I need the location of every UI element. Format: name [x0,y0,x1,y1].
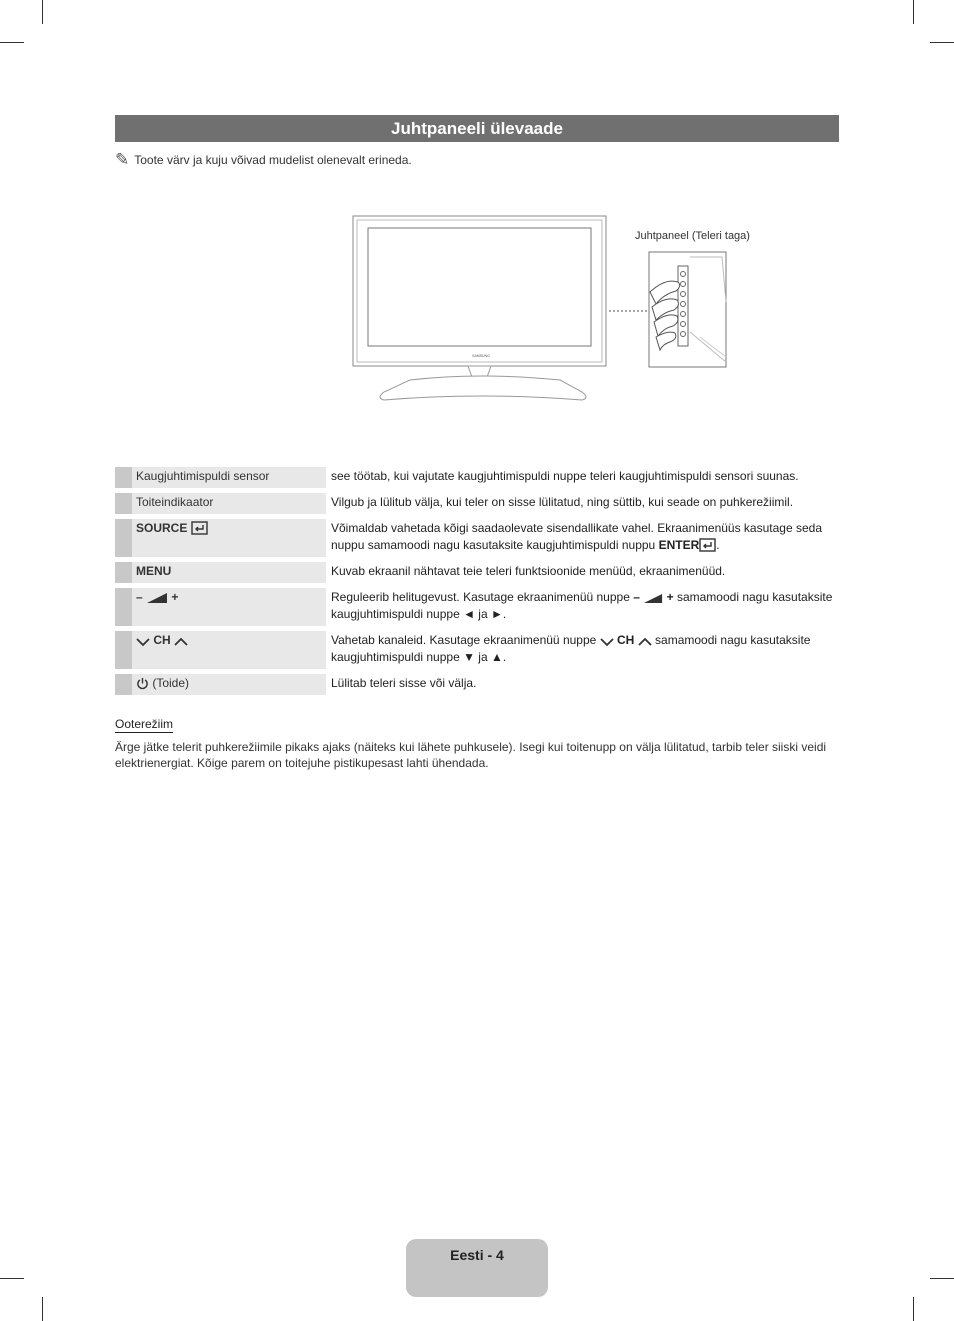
table-row [115,631,839,669]
volume-minus: – [136,590,143,604]
row-marker [115,467,132,488]
row-desc [326,519,839,557]
table-row [115,588,839,626]
power-label: (Toide) [152,676,190,690]
row-name: Toiteindikaator [132,493,326,514]
row-desc-a: Vahetab kanaleid. Kasutage ekraanimenüü nuppe [331,633,597,647]
crop-mark [0,1278,24,1279]
row-marker [115,493,132,514]
table-row [115,674,839,695]
source-enter-icon [191,521,208,535]
page-number-tab: Eesti - 4 [406,1239,548,1297]
row-name [132,674,326,695]
crop-mark [42,0,43,24]
volume-plus: + [171,590,179,604]
enter-key-label: ENTER [658,538,700,552]
channel-label: CH [153,633,171,647]
row-marker [115,674,132,695]
row-name [132,519,326,557]
row-marker [115,519,132,557]
enter-icon [699,538,716,552]
chevron-down-icon [136,637,150,647]
pencil-icon: ✎ [115,150,130,169]
table-row [115,467,839,488]
panel-caption: Juhtpaneel (Teleri taga) [635,230,750,242]
control-panel-table [115,462,839,700]
row-desc: Kuvab ekraanil nähtavat teie teleri funktsioonide menüüd, ekraanimenüüd. [326,562,839,583]
row-name [132,588,326,626]
crop-mark [913,1297,914,1321]
volume-icon [146,592,168,604]
section-title: Juhtpaneeli ülevaade [115,115,839,142]
chevron-up-icon [174,637,188,647]
row-desc [326,588,839,626]
standby-heading: Ooterežiim [115,717,174,731]
row-name: Kaugjuhtimispuldi sensor [132,467,326,488]
source-label: SOURCE [136,521,188,535]
chevron-down-icon [600,637,614,647]
row-name [132,631,326,669]
row-name: MENU [132,562,326,583]
row-marker [115,631,132,669]
chevron-up-icon [638,637,652,647]
row-marker [115,588,132,626]
row-marker [115,562,132,583]
crop-mark [0,42,24,43]
volume-minus: – [633,590,640,604]
row-desc: see töötab, kui vajutate kaugjuhtimispuldi nuppe teleri kaugjuhtimispuldi sensori suunas. [326,467,839,488]
row-desc: Vilgub ja lülitub välja, kui teler on sisse lülitatud, ning süttib, kui seade on puhkerežiimil. [326,493,839,514]
row-desc-end: . [716,538,720,552]
volume-plus: + [666,590,674,604]
crop-mark [930,1278,954,1279]
note [115,150,412,170]
row-desc: Lülitab teleri sisse või välja. [326,674,839,695]
crop-mark [913,0,914,24]
table-row [115,519,839,557]
volume-icon [643,593,663,604]
note-text: Toote värv ja kuju võivad mudelist olenevalt erineda. [134,153,412,167]
standby-text: Ärge jätke telerit puhkerežiimile pikaks ajaks (näiteks kui lähete puhkusele). Isegi kui toitenupp on välja lülitatud, tarbib teler siiski veidi elektrienergiat. Kõige parem on toitejuhe pistikupesast lahti ühendada. [115,740,827,770]
row-desc-text: Võimaldab vahetada kõigi saadaolevate sisendallikate vahel. Ekraanimenüüs kasutage seda nuppu samamoodi nagu kasutaksite kaugjuhtimispuldi nuppu [331,521,822,552]
channel-label: CH [617,633,635,647]
crop-mark [930,42,954,43]
row-desc-b: samamoodi nagu kasutaksite kaugjuhtimispuldi nuppe ▼ ja ▲. [331,633,811,664]
tv-logo: SAMSUNG [472,354,490,358]
crop-mark [42,1297,43,1321]
row-desc-a: Reguleerib helitugevust. Kasutage ekraanimenüü nuppe [331,590,630,604]
power-icon [136,677,149,690]
row-desc-b: samamoodi nagu kasutaksite kaugjuhtimispuldi nuppe ◄ ja ►. [331,590,833,621]
row-desc [326,631,839,669]
table-row [115,493,839,514]
table-row [115,562,839,583]
